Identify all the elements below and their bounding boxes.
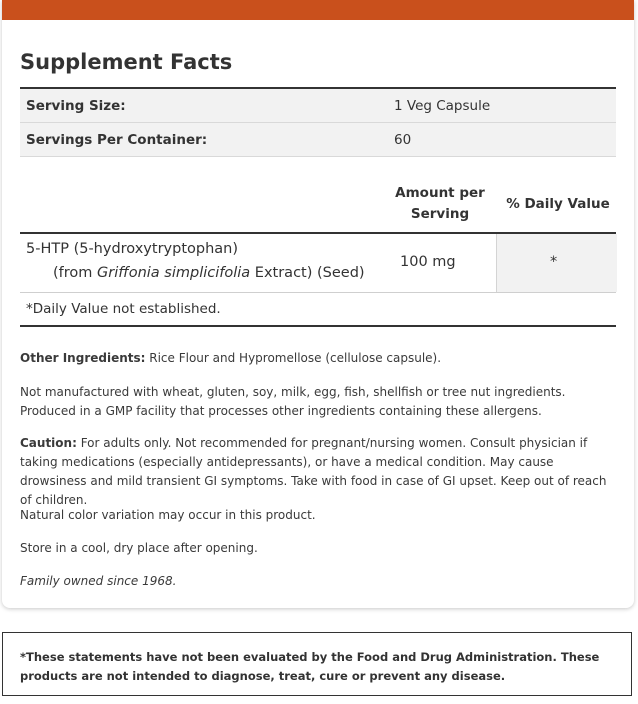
amount-header-line2: Serving — [410, 206, 470, 222]
ingredient-source-suffix: Extract) (Seed) — [250, 265, 365, 281]
other-ingredients-text: Rice Flour and Hypromellose (cellulose capsule). — [145, 351, 442, 365]
accent-top-bar — [2, 0, 634, 20]
divider — [20, 292, 616, 293]
other-ingredients — [20, 349, 620, 368]
supplement-facts-card — [2, 0, 634, 608]
caution-text: For adults only. Not recommended for pregnant/nursing women. Consult physician if taking medications (especially antidepressants), or have a medical condition. May cause drowsiness and mild transient GI symptoms. Take with food in case of GI upset. Keep out of reach of children. — [20, 436, 607, 507]
serving-size-row — [20, 89, 616, 123]
amount-per-serving-header — [380, 183, 500, 225]
serving-size-label: Serving Size: — [26, 98, 126, 114]
caution-statement — [20, 434, 620, 510]
ingredient-row — [20, 234, 616, 292]
ingredient-amount: 100 mg — [400, 254, 456, 270]
divider — [20, 325, 616, 327]
ingredient-source-species: Griffonia simplicifolia — [97, 265, 251, 281]
servings-per-container-label: Servings Per Container: — [26, 132, 208, 148]
color-variation-note: Natural color variation may occur in this product. — [20, 508, 316, 522]
family-owned-note: Family owned since 1968. — [20, 574, 177, 588]
daily-value-header: % Daily Value — [506, 196, 610, 212]
ingredient-daily-value: * — [550, 254, 558, 270]
daily-value-footnote: *Daily Value not established. — [26, 301, 221, 317]
ingredient-name: 5-HTP (5-hydroxytryptophan) — [26, 241, 239, 257]
ingredient-source — [53, 265, 365, 281]
servings-per-container-row — [20, 123, 616, 157]
fda-disclaimer: *These statements have not been evaluated by the Food and Drug Administration. These products are not intended to diagnose, treat, cure or prevent any disease. — [20, 650, 600, 683]
servings-per-container-value: 60 — [394, 132, 412, 148]
ingredient-source-prefix: (from — [53, 265, 98, 281]
fda-disclaimer-box — [2, 632, 632, 696]
storage-note: Store in a cool, dry place after opening. — [20, 541, 258, 555]
allergen-statement: Not manufactured with wheat, gluten, soy, milk, egg, fish, shellfish or tree nut ingredients. Produced in a GMP facility that processes other ingredients containing these allergens. — [20, 385, 566, 418]
amount-header-line1: Amount per — [395, 185, 485, 201]
caution-label: Caution: — [20, 436, 77, 450]
serving-size-value: 1 Veg Capsule — [394, 98, 491, 114]
other-ingredients-label: Other Ingredients: — [20, 351, 146, 365]
page-title: Supplement Facts — [20, 50, 233, 74]
